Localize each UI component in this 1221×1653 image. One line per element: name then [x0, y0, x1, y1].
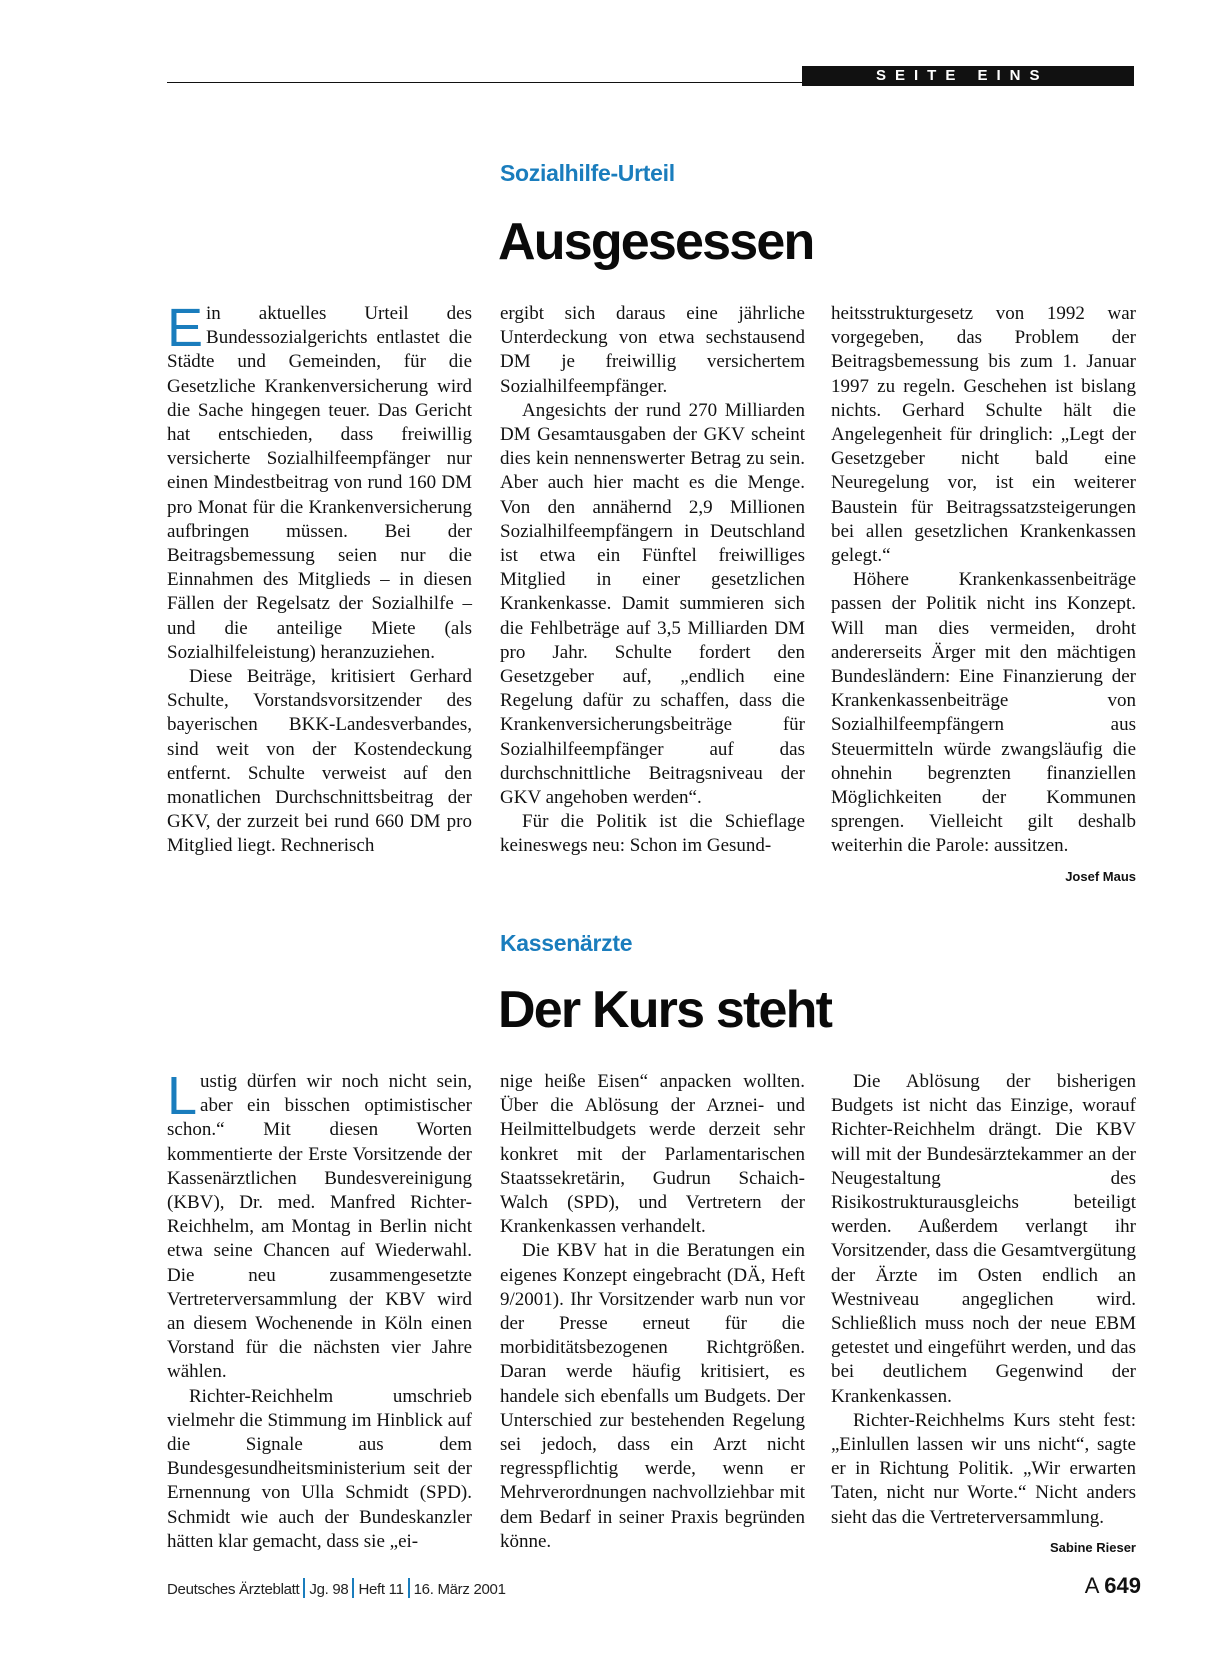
article-1-column-1: [167, 298, 472, 859]
footer-separator: [352, 1578, 354, 1598]
article-1-column-3: [831, 302, 1136, 889]
article-1-dropcap: E: [167, 298, 204, 358]
article-1-paragraph: ergibt sich daraus eine jährliche Unterdeckung von etwa sechstausend DM je freiwillig versichertem Sozialhilfeempfänger.: [500, 303, 805, 397]
article-2-paragraph: Richter-Reichhelm umschrieb vielmehr die Stimmung im Hinblick auf die Signale aus dem Bundesgesundheitsministerium seit der Ernennung von Ulla Schmidt (SPD). Schmidt wie auch der Bundeskanzler hätten klar gemacht, dass sie „ei-: [167, 1385, 472, 1552]
article-2-paragraph: Die KBV hat in die Beratungen ein eigenes Konzept eingebracht (DÄ, Heft 9/2001). Ihr Vorsitzender warb nun vor der Presse erneut für die morbiditätsbezogenen Richtgrößen. Daran werde häufig kritisiert, es handele sich ebenfalls um Budgets. Der Unterschied zur bestehenden Regelung sei jedoch, dass ein Arzt nicht regresspflichtig werde, wenn er Mehrverordnungen nachvollziehbar mit dem Bedarf in seiner Praxis begründen könne.: [500, 1240, 805, 1552]
article-2-paragraph: nige heiße Eisen“ anpacken wollten. Über die Ablösung der Arznei- und Heilmittelbudgets werde derzeit sehr konkret mit der Parlamentarischen Staatssekretärin, Gudrun Schaich-Walch (SPD), und Vertretern der Krankenkassen verhandelt.: [500, 1071, 805, 1238]
article-1-column-2: [500, 302, 805, 859]
article-2-paragraph: Richter-Reichhelms Kurs steht fest: „Einlullen lassen wir uns nicht“, sagte er in Richtung Politik. „Wir erwarten Taten, nicht nur Worte.“ Nicht anders sieht das die Vertreterversammlung.: [831, 1409, 1136, 1528]
article-2-lead-text: ustig dürfen wir noch nicht sein, aber ein bisschen optimistischer schon.“ Mit diesen Worten kommentierte der Erste Vorsitzende der Kassenärztlichen Bundesvereinigung (KBV), Dr. med. Manfred Richter-Reichhelm, am Montag in Berlin nicht etwa seine Chancen auf Wiederwahl. Die neu zusammengesetzte Vertreterversammlung der KBV wird an diesem Wochenende in Köln einen Vorstand für die nächsten vier Jahre wählen.: [167, 1071, 472, 1383]
page-prefix: A: [1084, 1573, 1099, 1598]
article-2-column-3: [831, 1070, 1136, 1560]
article-1-lead-text: in aktuelles Urteil des Bundessozialgerichts entlastet die Städte und Gemeinden, für die Gesetzliche Krankenversicherung wird die Sache hingegen teuer. Das Gericht hat entschieden, dass freiwillig versicherte Sozialhilfeempfänger nur einen Mindestbeitrag von rund 160 DM pro Monat für die Krankenversicherung aufbringen müssen. Bei der Beitragsbemessung seien nur die Einnahmen des Mitglieds – in diesen Fällen der Regelsatz der Sozialhilfe – und die anteilige Miete (als Sozialhilfeleistung) heranzuziehen.: [167, 303, 472, 663]
article-1-kicker: Sozialhilfe-Urteil: [500, 160, 675, 186]
article-2-author: Sabine Rieser: [1050, 1539, 1136, 1555]
journal-volume: Jg. 98: [309, 1581, 349, 1598]
article-2-paragraph: Die Ablösung der bisherigen Budgets ist nicht das Einzige, worauf Richter-Reichhelm drängt. Die KBV will mit der Bundesärztekammer an der Neugestaltung des Risikostrukturausgleichs beteiligt werden. Außerdem verlangt ihr Vorsitzender, dass die Gesamtvergütung der Ärzte im Osten endlich an Westniveau angeglichen wird. Schließlich muss noch der neue EBM getestet und eingeführt werden, und das bei deutlichem Gegenwind der Krankenkassen.: [831, 1071, 1136, 1407]
article-2-column-2: [500, 1070, 805, 1554]
journal-issue: Heft 11: [358, 1581, 404, 1598]
article-2-column-1: [167, 1066, 472, 1554]
article-1-paragraph: Höhere Krankenkassenbeiträge passen der Politik nicht ins Konzept. Will man dies vermeiden, droht andererseits Ärger mit den mächtigen Bundesländern: Eine Finanzierung der Krankenkassenbeiträge von Sozialhilfeempfängern aus Steuermitteln würde zwangsläufig die ohnehin begrenzten finanziellen Möglichkeiten der Kommunen sprengen. Vielleicht gilt deshalb weiterhin die Parole: aussitzen.: [831, 569, 1136, 857]
article-2-kicker: Kassenärzte: [500, 930, 633, 956]
footer: [167, 1578, 506, 1598]
article-1-author: Josef Maus: [1065, 868, 1136, 884]
journal-name: Deutsches Ärzteblatt: [167, 1581, 300, 1598]
article-1-paragraph: Für die Politik ist die Schieflage keineswegs neu: Schon im Gesund-: [500, 811, 805, 857]
section-label: SEITE EINS: [802, 66, 1134, 86]
page-number-value: 649: [1104, 1573, 1141, 1598]
article-2-headline: Der Kurs steht: [498, 981, 832, 1039]
journal-date: 16. März 2001: [413, 1581, 506, 1598]
page-number: [1085, 1573, 1141, 1599]
article-2-dropcap: L: [167, 1066, 198, 1126]
article-1-paragraph: Diese Beiträge, kritisiert Gerhard Schulte, Vorstandsvorsitzender des bayerischen BKK-Landesverbandes, sind weit von der Kostendeckung entfernt. Schulte verweist auf den monatlichen Durchschnittsbeitrag der GKV, der zurzeit bei rund 660 DM pro Mitglied liegt. Rechnerisch: [167, 666, 472, 857]
footer-separator: [303, 1578, 305, 1598]
footer-separator: [408, 1578, 410, 1598]
article-1-paragraph: heitsstrukturgesetz von 1992 war vorgegeben, das Problem der Beitragsbemessung bis zum 1. Januar 1997 zu regeln. Geschehen ist bislang nichts. Gerhard Schulte hält die Angelegenheit für dringlich: „Legt der Gesetzgeber nicht bald eine Neuregelung vor, ist ein weiterer Baustein für Beitragssatzsteigerungen bei allen gesetzlichen Krankenkassen gelegt.“: [831, 303, 1136, 567]
article-1-paragraph: Angesichts der rund 270 Milliarden DM Gesamtausgaben der GKV scheint dies kein nennenswerter Betrag zu sein. Aber auch hier macht es die Menge. Von den annähernd 2,9 Millionen Sozialhilfeempfängern in Deutschland ist etwa ein Fünftel freiwilliges Mitglied in einer gesetzlichen Krankenkasse. Damit summieren sich die Fehlbeträge auf 3,5 Milliarden DM pro Jahr. Schulte fordert den Gesetzgeber auf, „endlich eine Regelung dafür zu schaffen, dass die Krankenversicherungsbeiträge für Sozialhilfeempfänger auf das durchschnittliche Beitragsniveau der GKV angehoben werden“.: [500, 399, 805, 809]
article-1-headline: Ausgesessen: [498, 213, 814, 271]
